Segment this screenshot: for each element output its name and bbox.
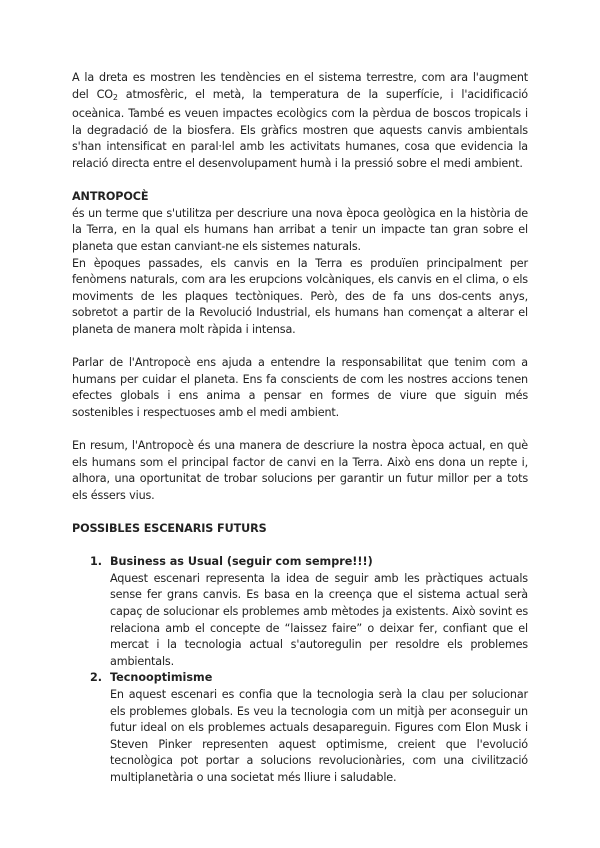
- antropocene-responsibility: Parlar de l'Antropocè ens ajuda a entendre la responsabilitat que tenim com a humans per cuidar el planeta. Ens fa conscients de com les nostres accions tenen efectes globals i ens anima a pensar en formes de viure que siguin més sostenibles i respectuoses amb el medi ambient.: [72, 356, 528, 419]
- scenario-item: [90, 670, 528, 786]
- scenario-number: 2.: [90, 671, 103, 685]
- intro-paragraph: [72, 70, 528, 173]
- antropocene-history: En èpoques passades, els canvis en la Terra es produïen principalment per fenòmens naturals, com ara les erupcions volcàniques, els canvis en el clima, o els moviments de les plaques tectòniques. Però, des de fa uns dos-cents anys, sobretot a partir de la Revolució Industrial, els humans han començat a alterar el planeta de manera molt ràpida i intensa.: [72, 256, 528, 336]
- scenarios-list: [72, 554, 528, 786]
- scenario-number: 1.: [90, 555, 103, 569]
- co2-subscript: 2: [112, 92, 118, 102]
- scenario-description: En aquest escenari es confia que la tecnologia serà la clau per solucionar els problemes globals. Es veu la tecnologia com un mitjà per aconseguir un futur ideal on els problemes actuals desapareguin. Figures com Elon Musk i Steven Pinker representen aquest optimisme, creient que l'evolució tecnològica pot portar a solucions revolucionàries, com una civilització multiplanetària o una societat més lliure i saludable.: [110, 687, 528, 784]
- intro-text-start: A la dreta es mostren les tendències en el sistema terrestre, com ara l'augment del CO: [72, 71, 528, 101]
- scenario-title: Business as Usual (seguir com sempre!!!): [110, 555, 373, 569]
- scenarios-heading: POSSIBLES ESCENARIS FUTURS: [72, 522, 267, 536]
- intro-text-end: atmosfèric, el metà, la temperatura de la superfície, i l'acidificació oceànica. També es veuen impactes ecològics com la pèrdua de boscos tropicals i la degradació de la biosfera. Els gràfics mostren que aquests canvis ambientals s'han intensificat en paral·lel amb les activitats humanes, cosa que evidencia la relació directa entre el desenvolupament humà i la pressió sobre el medi ambient.: [72, 87, 528, 170]
- antropocene-summary: En resum, l'Antropocè és una manera de descriure la nostra època actual, en què els humans som el principal factor de canvi en la Terra. Això ens dona un repte i, alhora, una oportunitat de trobar solucions per garantir un futur millor per a tots els éssers vius.: [72, 439, 528, 502]
- antropocene-heading: ANTROPOCÈ: [72, 190, 149, 204]
- antropocene-definition: és un terme que s'utilitza per descriure una nova època geològica en la història de la Terra, en la qual els humans han arribat a tenir un impacte tan gran sobre el planeta que estan canviant-ne els sistemes naturals.: [72, 206, 528, 253]
- scenario-title: Tecnooptimisme: [110, 671, 213, 685]
- scenario-description: Aquest escenari representa la idea de seguir amb les pràctiques actuals sense fer grans canvis. Es basa en la creença que el sistema actual serà capaç de solucionar els problemes amb mètodes ja existents. Això sovint es relaciona amb el concepte de “laissez faire” o deixar fer, confiant que el mercat i la tecnologia actual s'autoregulin per resoldre els problemes ambientals.: [110, 571, 528, 668]
- scenario-item: [90, 554, 528, 670]
